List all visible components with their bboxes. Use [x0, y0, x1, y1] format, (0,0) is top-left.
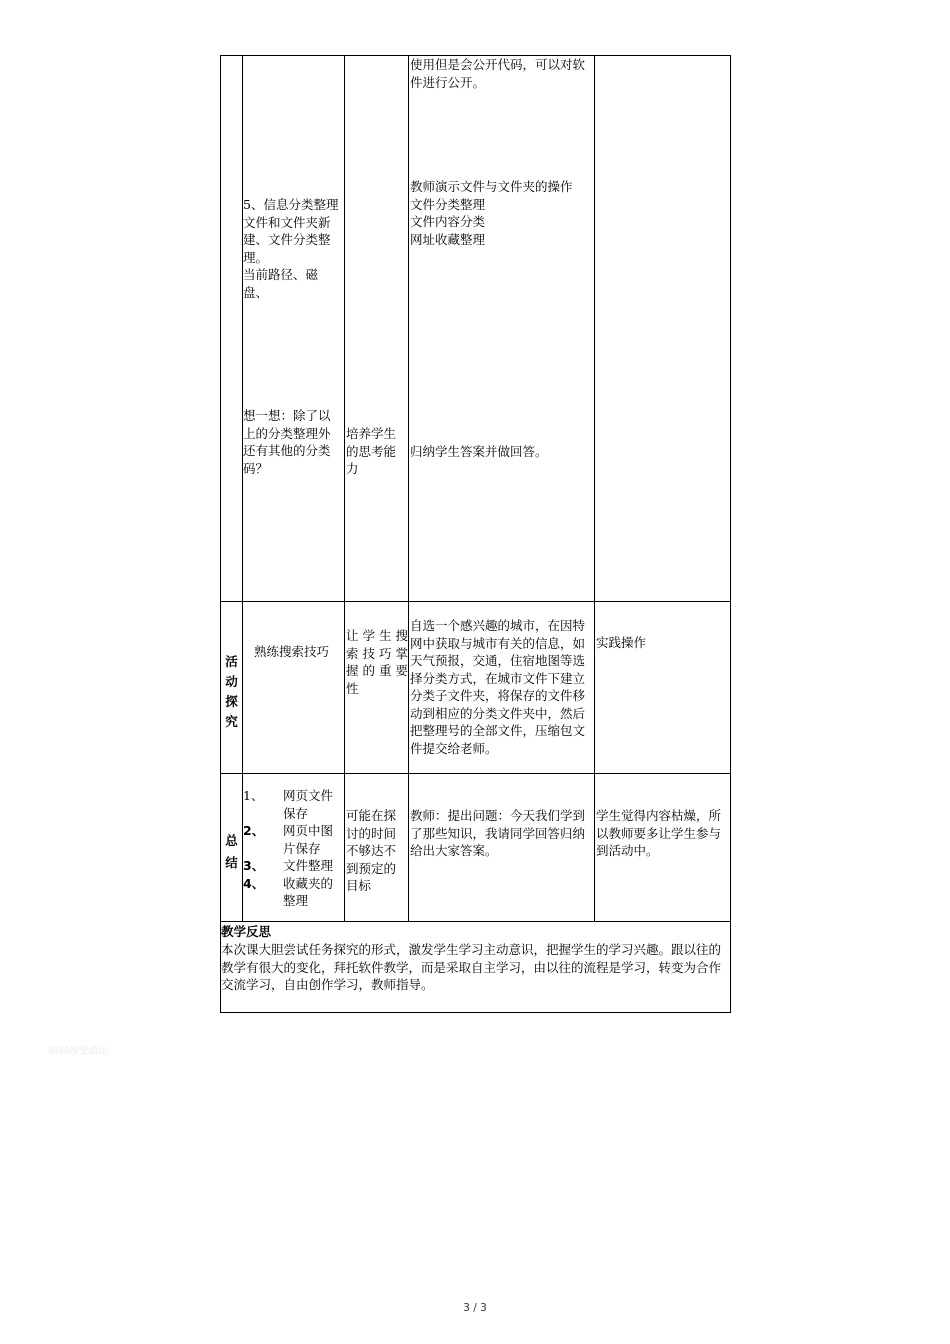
- reflection-title: 教学反思: [221, 924, 272, 939]
- cell-activity-goal: 让学生搜索技巧掌握的重要性: [346, 628, 408, 696]
- list-item: [243, 822, 344, 857]
- row-label-activity: [221, 652, 242, 732]
- list-item-text: 网页中图片保存: [283, 823, 334, 856]
- list-item-number: 1、: [243, 788, 264, 803]
- list-item: [243, 857, 344, 875]
- cell-think-teacher: 归纳学生答案并做回答。: [410, 444, 548, 459]
- cell-code-sharing-note: 使用但是会公开代码，可以对软件进行公开。: [410, 57, 586, 90]
- list-item-number: 3、: [243, 858, 265, 873]
- label-char: 究: [225, 714, 238, 729]
- summary-list: [243, 787, 344, 910]
- cell-activity-content: 熟练搜索技巧: [254, 644, 330, 659]
- teacher-demo-line-3: 文件内容分类: [410, 214, 486, 229]
- list-item-number: 2、: [243, 823, 265, 838]
- row-label-summary: [221, 830, 242, 874]
- label-char: 结: [225, 855, 238, 870]
- label-char: 活: [225, 654, 238, 669]
- reflection-text: 本次课大胆尝试任务探究的形式，激发学生学习主动意识，把握学生的学习兴趣。跟以往的教学有很大的变化，拜托软件教学，而是采取自主学习，由以往的流程是学习，转变为合作交流学习，自由创作学习，教师指导。: [221, 942, 722, 992]
- label-char: 总: [225, 833, 238, 848]
- watermark-text: 知识改变命运: [48, 1046, 108, 1057]
- teacher-demo-line-4: 网址收藏整理: [410, 231, 486, 247]
- cell-activity-student: 实践操作: [596, 635, 647, 650]
- cell-activity-teacher: 自选一个感兴趣的城市，在因特网中获取与城市有关的信息，如天气预报，交通，住宿地图等选择分类方式，在城市文件下建立分类子文件夹，将保存的文件移动到相应的分类文件夹中，然后把整理号的全部文件，压缩包文件提交给老师。: [410, 618, 586, 756]
- cell-item-5-path-disk: 当前路径、磁盘、: [243, 267, 319, 300]
- label-char: 探: [225, 694, 238, 709]
- cell-summary-teacher: 教师：提出问题：今天我们学到了那些知识，我请同学回答归纳给出大家答案。: [410, 808, 586, 858]
- list-item: [243, 875, 344, 910]
- cell-summary-goal: 可能在探讨的时间不够达不到预定的目标: [346, 808, 397, 893]
- list-item-number: 4、: [243, 875, 265, 891]
- cell-item-5-info-classify: 5、信息分类整理文件和文件夹新建、文件分类整理。: [243, 197, 339, 265]
- list-item-text: 文件整理: [283, 858, 334, 873]
- teacher-demo-line-1: 教师演示文件与文件夹的操作: [410, 179, 573, 194]
- cell-think-question: 想一想：除了以上的分类整理外还有其他的分类码？: [243, 408, 331, 476]
- page-number: 3 / 3: [463, 1302, 487, 1314]
- teacher-demo-line-2: 文件分类整理: [410, 196, 486, 212]
- cell-summary-student: 学生觉得内容枯燥，所以教师要多让学生参与到活动中。: [596, 808, 722, 858]
- list-item-text: 网页文件保存: [283, 788, 334, 821]
- list-item: [243, 787, 344, 822]
- list-item-text: 收藏夹的整理: [283, 875, 334, 908]
- cell-think-goal: 培养学生的思考能力: [346, 426, 397, 476]
- cell-teacher-demo: [410, 178, 593, 248]
- label-char: 动: [225, 674, 238, 689]
